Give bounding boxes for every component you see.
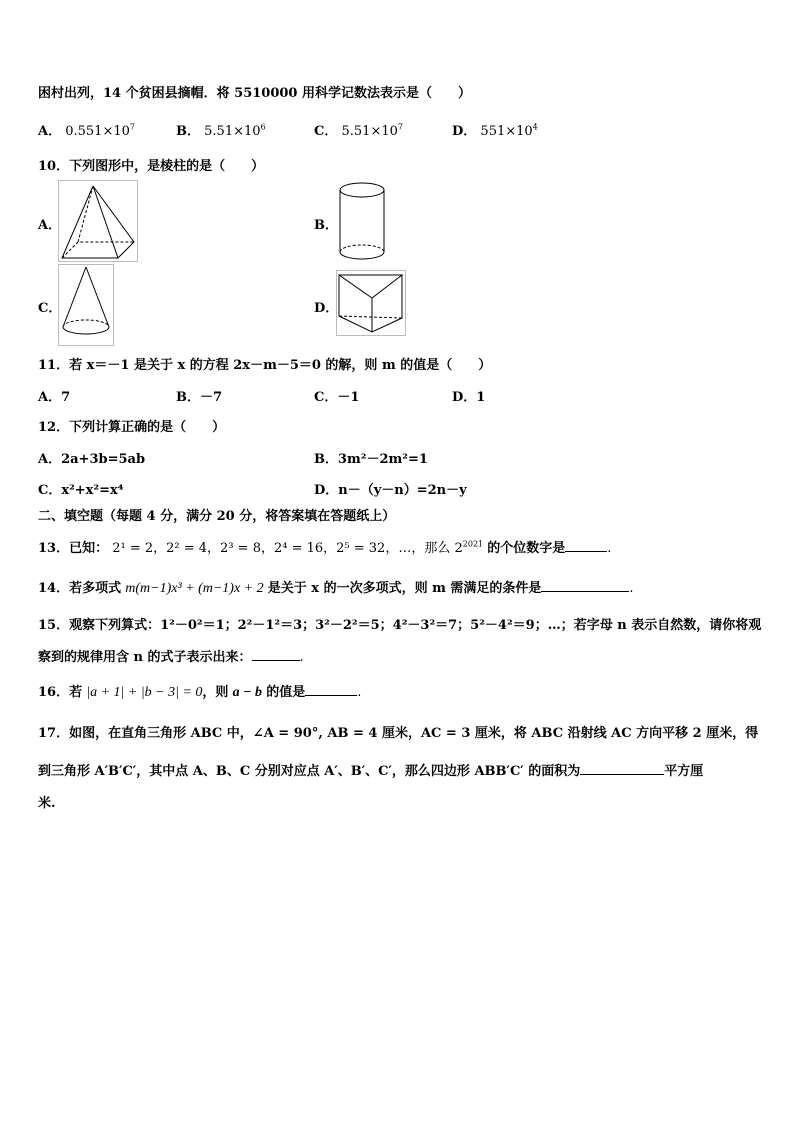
- q11-option-a[interactable]: A．7: [38, 390, 71, 405]
- q10-stem: 10．下列图形中，是棱柱的是（ ）: [38, 159, 265, 174]
- q11-option-d[interactable]: D．1: [452, 390, 486, 405]
- cylinder-icon: [334, 178, 390, 264]
- q13: 13．已知： 2¹ = 2，2² = 4，2³ = 8，2⁴ = 16，2⁵ = 32，…，那么 $2^{2021}$ 的个位数字是 .: [38, 539, 612, 556]
- q14-answer-blank[interactable]: [541, 579, 629, 592]
- q12-option-b[interactable]: B．3m²－2m²=1: [314, 452, 428, 467]
- q9-option-b[interactable]: B． $5.51\times 10^6$: [176, 122, 266, 139]
- q10-option-b-label[interactable]: B．: [314, 218, 338, 233]
- q16-equation: |a + 1| + |b − 3| = 0: [86, 685, 203, 700]
- q10-option-c-label[interactable]: C．: [38, 301, 62, 316]
- q16: 16．若 |a + 1| + |b − 3| = 0，则 a − b 的值是 .: [38, 685, 362, 700]
- q9-option-a[interactable]: A． $0.551\times 10^7$: [38, 122, 135, 139]
- triangular-prism-icon: [336, 270, 406, 336]
- q17-line-2: 到三角形 A′B′C′，其中点 A、B、C 分别对应点 A′、B′、C′，那么四边形 ABB′C′ 的面积为 平方厘: [38, 764, 704, 779]
- q12-stem: 12．下列计算正确的是（ ）: [38, 420, 226, 435]
- q12-option-d[interactable]: D．n－（y－n）=2n－y: [314, 483, 467, 498]
- q15-line-2: 察到的规律用含 n 的式子表示出来： .: [38, 650, 304, 665]
- q9-option-c[interactable]: C． $5.51\times 10^7$: [314, 122, 403, 139]
- q11-stem: 11．若 x＝－1 是关于 x 的方程 2x－m－5＝0 的解，则 m 的值是（ ）: [38, 358, 492, 373]
- section-2-title: 二、填空题（每题 4 分，满分 20 分，将答案填在答题纸上）: [38, 509, 396, 524]
- q11-option-c[interactable]: C．－1: [314, 390, 360, 405]
- q16-answer-blank[interactable]: [305, 683, 357, 696]
- q9-option-d[interactable]: D． $551\times 10^4$: [452, 122, 538, 139]
- q17-line-3: 米.: [38, 796, 56, 811]
- q9-stem: 困村出列，14 个贫困县摘帽．将 5510000 用科学记数法表示是（ ）: [38, 86, 471, 101]
- q13-answer-blank[interactable]: [565, 539, 607, 552]
- q11-option-b[interactable]: B．－7: [176, 390, 223, 405]
- q17-answer-blank[interactable]: [580, 762, 664, 775]
- q10-option-d-label[interactable]: D．: [314, 301, 339, 316]
- q12-option-a[interactable]: A．2a+3b=5ab: [38, 452, 146, 467]
- q15-line-1: 15．观察下列算式：1²－0²＝1；2²－1²＝3；3²－2²＝5；4²－3²＝7；5²－4²＝9；…；若字母 n 表示自然数，请你将观: [38, 618, 762, 633]
- cone-icon: [58, 264, 114, 346]
- q14: 14．若多项式 m(m−1)x³ + (m−1)x + 2 是关于 x 的一次多项式，则 m 需满足的条件是 .: [38, 581, 634, 596]
- q10-option-a-label[interactable]: A．: [38, 218, 62, 233]
- q14-polynomial: m(m−1)x³ + (m−1)x + 2: [125, 581, 264, 596]
- q12-option-c[interactable]: C．x²+x²=x⁴: [38, 483, 124, 498]
- q15-answer-blank[interactable]: [252, 648, 300, 661]
- q17-line-1: 17．如图，在直角三角形 ABC 中，∠A = 90°, AB = 4 厘米，AC = 3 厘米，将 ABC 沿射线 AC 方向平移 2 厘米，得: [38, 726, 759, 741]
- pyramid-icon: [58, 180, 138, 262]
